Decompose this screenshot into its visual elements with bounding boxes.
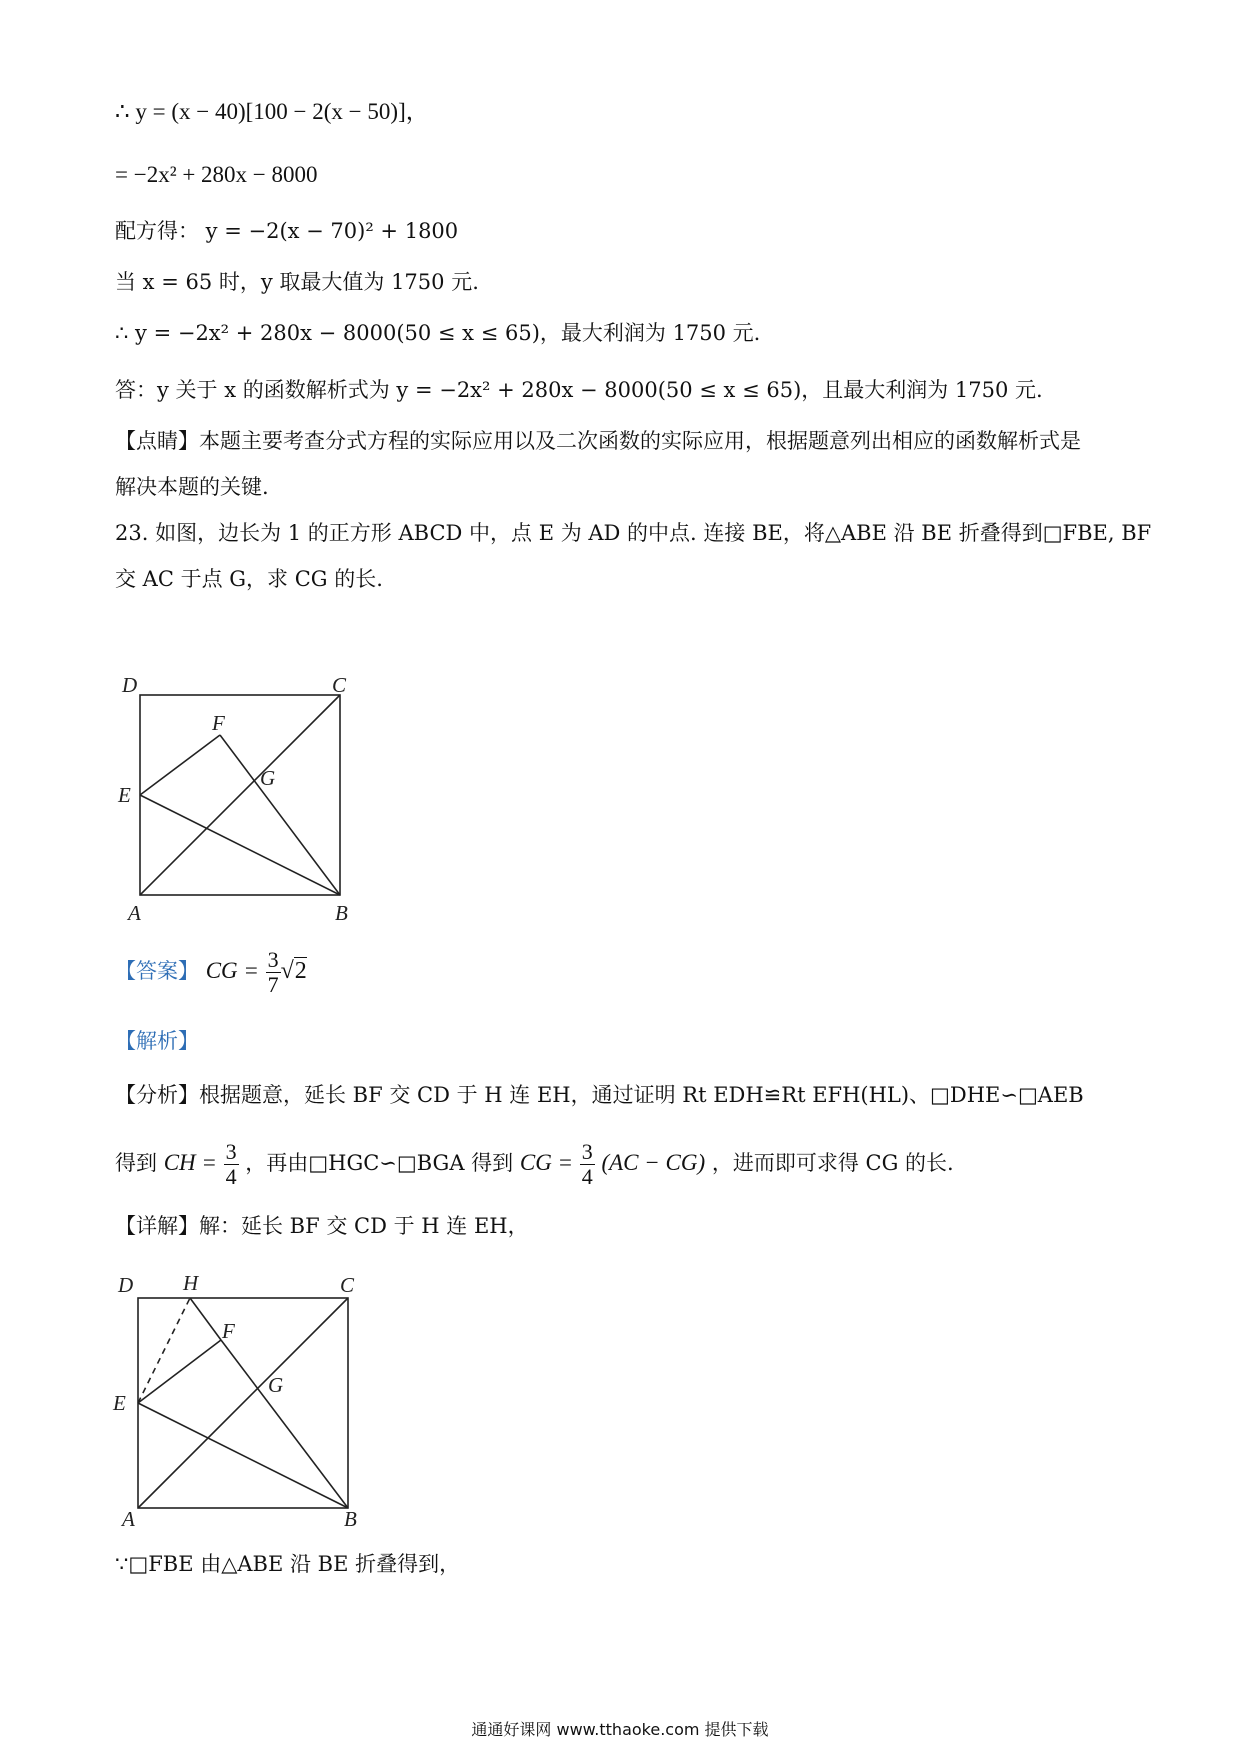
answer-radical: √2	[280, 958, 307, 984]
fig2-label-h: H	[183, 1271, 199, 1295]
answer-line	[115, 948, 307, 997]
analysis-line-2	[115, 1140, 954, 1189]
question-23-line-2: 交 AC 于点 G，求 CG 的长.	[115, 567, 383, 591]
page-footer: 通通好课网 www.tthaoke.com 提供下载	[471, 1720, 769, 1739]
fig1-label-f: F	[212, 711, 225, 735]
text-line-4: 当 x = 65 时，y 取最大值为 1750 元.	[115, 270, 479, 294]
formula-line-1: ∴ y = (x − 40)[100 − 2(x − 50)]，	[115, 99, 429, 124]
last-line: ∵□FBE 由△ABE 沿 BE 折叠得到，	[115, 1552, 461, 1576]
text-line-5: ∴ y = −2x² + 280x − 8000(50 ≤ x ≤ 65)，最大利润为 1750 元.	[115, 321, 761, 345]
fig1-label-b: B	[335, 901, 348, 922]
fig2-label-d: D	[118, 1273, 134, 1297]
fig2-label-e: E	[113, 1391, 126, 1415]
ch-numerator: 3	[225, 1139, 237, 1164]
analysis-text-a: 得到	[115, 1151, 157, 1175]
ch-denominator: 4	[225, 1164, 237, 1189]
answer-label: 【答案】	[115, 959, 199, 983]
answer-fraction	[266, 948, 281, 997]
cg-denominator: 4	[581, 1164, 593, 1189]
fig2-label-a: A	[122, 1507, 135, 1528]
fig1-label-a: A	[128, 901, 141, 922]
fig1-label-c: C	[332, 673, 347, 697]
answer-lhs: CG =	[205, 958, 259, 983]
fig2-label-c: C	[340, 1273, 355, 1297]
answer-radicand: 2	[294, 958, 307, 984]
analysis-line-1: 【分析】根据题意，延长 BF 交 CD 于 H 连 EH，通过证明 Rt EDH≌Rt EFH(HL)、□DHE∽□AEB	[115, 1083, 1084, 1107]
fig1-label-d: D	[122, 673, 138, 697]
cg-rest: (AC − CG)	[601, 1150, 706, 1175]
cg-lhs: CG =	[519, 1150, 574, 1175]
fig2-label-b: B	[344, 1507, 357, 1528]
analysis-label: 【解析】	[115, 1029, 199, 1053]
comment-line-2: 解决本题的关键.	[115, 475, 269, 499]
cg-fraction	[580, 1140, 595, 1189]
question-23-line-1: 23. 如图，边长为 1 的正方形 ABCD 中，点 E 为 AD 的中点. 连接 BE，将△ABE 沿 BE 折叠得到□FBE, BF	[115, 521, 1152, 545]
formula-line-2: = −2x² + 280x − 8000	[115, 162, 318, 187]
answer-denominator: 7	[267, 972, 279, 997]
fig2-label-f: F	[222, 1319, 235, 1343]
fig1-label-e: E	[118, 783, 131, 807]
ch-lhs: CH =	[163, 1150, 217, 1175]
figure-square-2	[108, 1258, 373, 1528]
cg-numerator: 3	[581, 1139, 593, 1164]
fig2-label-g: G	[268, 1373, 284, 1397]
formula-line-3: 配方得： y = −2(x − 70)² + 1800	[115, 219, 459, 243]
figure-square-1	[110, 672, 370, 922]
ch-fraction	[224, 1140, 239, 1189]
analysis-text-c: ，进而即可求得 CG 的长.	[711, 1151, 954, 1175]
answer-numerator: 3	[267, 947, 279, 972]
detail-line: 【详解】解：延长 BF 交 CD 于 H 连 EH，	[115, 1214, 529, 1238]
comment-line-1: 【点睛】本题主要考查分式方程的实际应用以及二次函数的实际应用，根据题意列出相应的函数解析式是	[115, 429, 1081, 453]
answer-sentence: 答：y 关于 x 的函数解析式为 y = −2x² + 280x − 8000(50 ≤ x ≤ 65)，且最大利润为 1750 元.	[115, 378, 1043, 402]
analysis-text-b: ，再由□HGC∽□BGA 得到	[245, 1151, 514, 1175]
fig1-label-g: G	[260, 766, 276, 790]
